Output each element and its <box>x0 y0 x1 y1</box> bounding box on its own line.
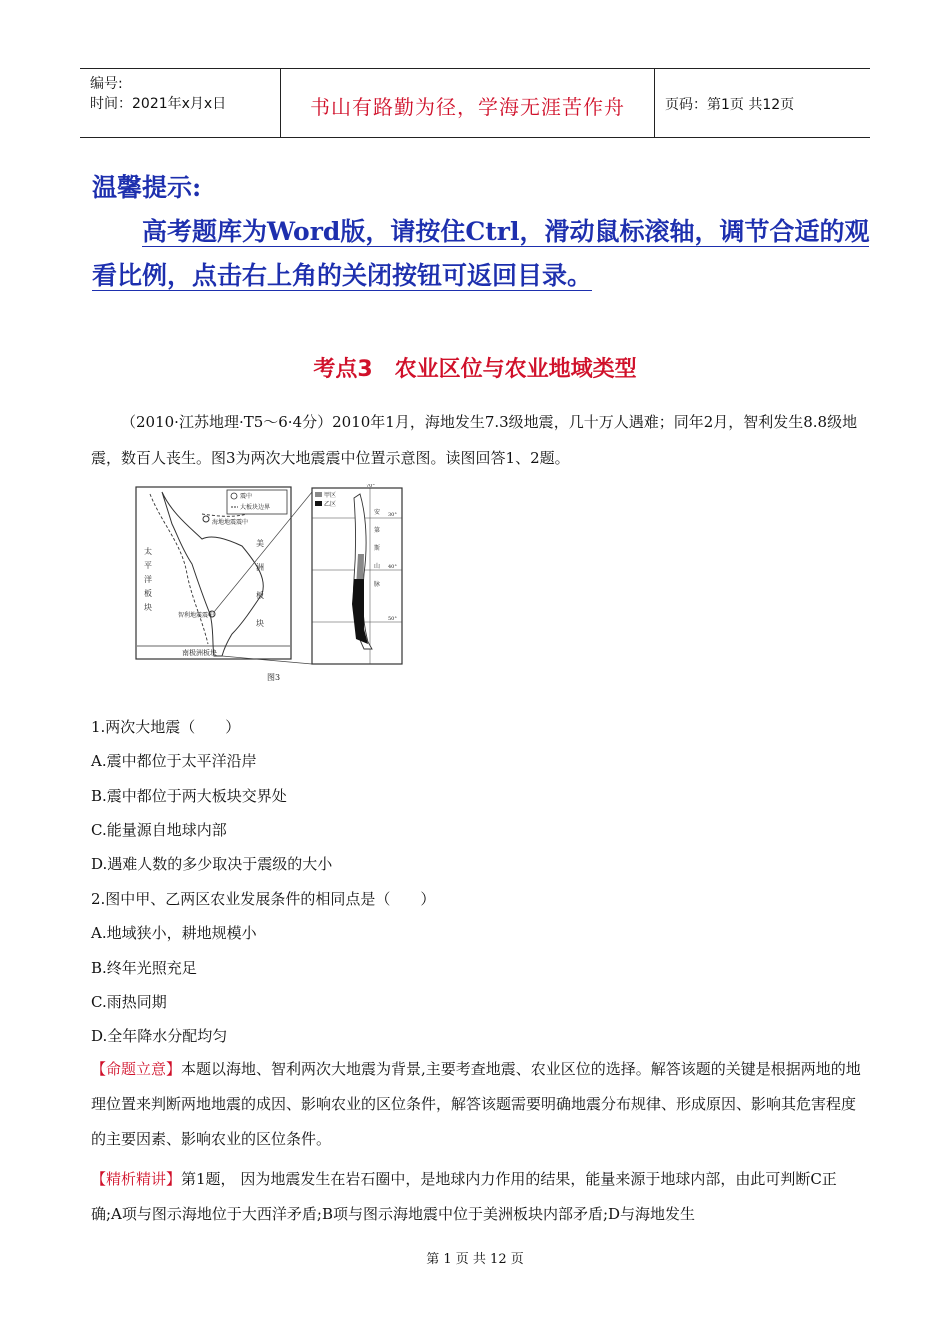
question-1-stem: 1.两次大地震（ ） <box>91 718 241 736</box>
svg-text:洲: 洲 <box>256 563 264 572</box>
legend-boundary: 大板块边界 <box>240 504 271 511</box>
page-footer: 第 1 页 共 12 页 <box>426 1252 524 1267</box>
svg-text:安: 安 <box>374 509 381 516</box>
legend-jia: 甲区 <box>324 492 337 499</box>
document-header <box>80 68 870 138</box>
svg-text:山: 山 <box>374 563 381 570</box>
svg-text:脉: 脉 <box>374 581 381 588</box>
motto: 书山有路勤为径，学海无涯苦作舟 <box>310 95 625 119</box>
haiti-label: 海地地震震中 <box>212 519 249 526</box>
q1-option-c: C.能量源自地球内部 <box>91 821 227 839</box>
intent-text: 本题以海地、智利两次大地震为背景,主要考查地震、农业区位的选择。解答该题的关键是根据两地的地理位置来判断两地地震的成因、影响农业的区位条件，解答该题需要明确地震分布规律、形成原因、影响其危害程度的主要因素、影响农业的区位条件。 <box>91 1060 861 1148</box>
svg-text:板: 板 <box>256 591 264 600</box>
chile-label: 智利地震震中 <box>178 612 215 619</box>
question-2-stem: 2.图中甲、乙两区农业发展条件的相同点是（ ） <box>91 890 436 908</box>
svg-text:斯: 斯 <box>374 545 381 552</box>
header-page-cell <box>655 69 870 137</box>
q1-option-b: B.震中都位于两大板块交界处 <box>91 787 287 805</box>
svg-text:30°: 30° <box>388 512 397 518</box>
explanation-tag: 【精析精讲】 <box>91 1170 182 1188</box>
section-title: 考点3 农业区位与农业地域类型 <box>313 357 637 382</box>
tip-title: 温馨提示: <box>92 173 202 202</box>
earthquake-map-figure <box>132 484 412 684</box>
svg-text:洋: 洋 <box>144 575 152 584</box>
svg-text:50°: 50° <box>388 616 397 622</box>
tip-link[interactable]: 高考题库为Word版，请按住Ctrl，滑动鼠标滚轴，调节合适的观看比例，点击右上角的关闭按钮可返回目录。 <box>92 217 870 290</box>
header-motto-cell <box>281 69 655 137</box>
svg-text:块: 块 <box>144 603 152 612</box>
legend-yi: 乙区 <box>324 501 337 508</box>
svg-text:40°: 40° <box>388 564 397 570</box>
svg-text:板: 板 <box>144 589 152 598</box>
analysis-intent <box>91 1052 866 1157</box>
explanation-text: 第1题， 因为地震发生在岩石圈中，是地球内力作用的结果，能量来源于地球内部，由此可判断C正确;A项与图示海地位于大西洋矛盾;B项与图示海地震中位于美洲板块内部矛盾;D与海地发生 <box>91 1170 837 1223</box>
figure-caption: 图3 <box>267 673 281 682</box>
number-label: 编号: <box>90 76 123 92</box>
q1-option-a: A.震中都位于太平洋沿岸 <box>91 752 257 770</box>
intro-paragraph: （2010·江苏地理·T5～6·4分）2010年1月，海地发生7.3级地震，几十万人遇难；同年2月，智利发生8.8级地震，数百人丧生。图3为两次大地震震中位置示意图。读图回答1、2题。 <box>91 413 858 467</box>
q2-option-d: D.全年降水分配均匀 <box>91 1027 228 1045</box>
header-info-cell <box>80 69 281 137</box>
analysis-explanation <box>91 1162 866 1232</box>
page-info: 页码：第1页 共12页 <box>665 97 795 113</box>
q2-option-c: C.雨热同期 <box>91 993 167 1011</box>
intent-tag: 【命题立意】 <box>91 1060 182 1078</box>
tip-body[interactable] <box>92 210 872 298</box>
q2-option-a: A.地域狭小，耕地规模小 <box>91 924 257 942</box>
svg-text:第: 第 <box>374 527 381 534</box>
svg-text:平: 平 <box>144 561 152 570</box>
svg-text:块: 块 <box>256 619 264 628</box>
antarctic-label: 南极洲板块 <box>182 649 217 657</box>
time-label: 时间：2021年x月x日 <box>90 96 227 112</box>
q2-option-b: B.终年光照充足 <box>91 959 197 977</box>
q1-option-d: D.遇难人数的多少取决于震级的大小 <box>91 855 333 873</box>
legend-epicenter: 震中 <box>240 493 253 500</box>
svg-text:美: 美 <box>256 539 264 548</box>
svg-text:70°: 70° <box>366 484 375 489</box>
svg-text:太: 太 <box>144 547 152 556</box>
